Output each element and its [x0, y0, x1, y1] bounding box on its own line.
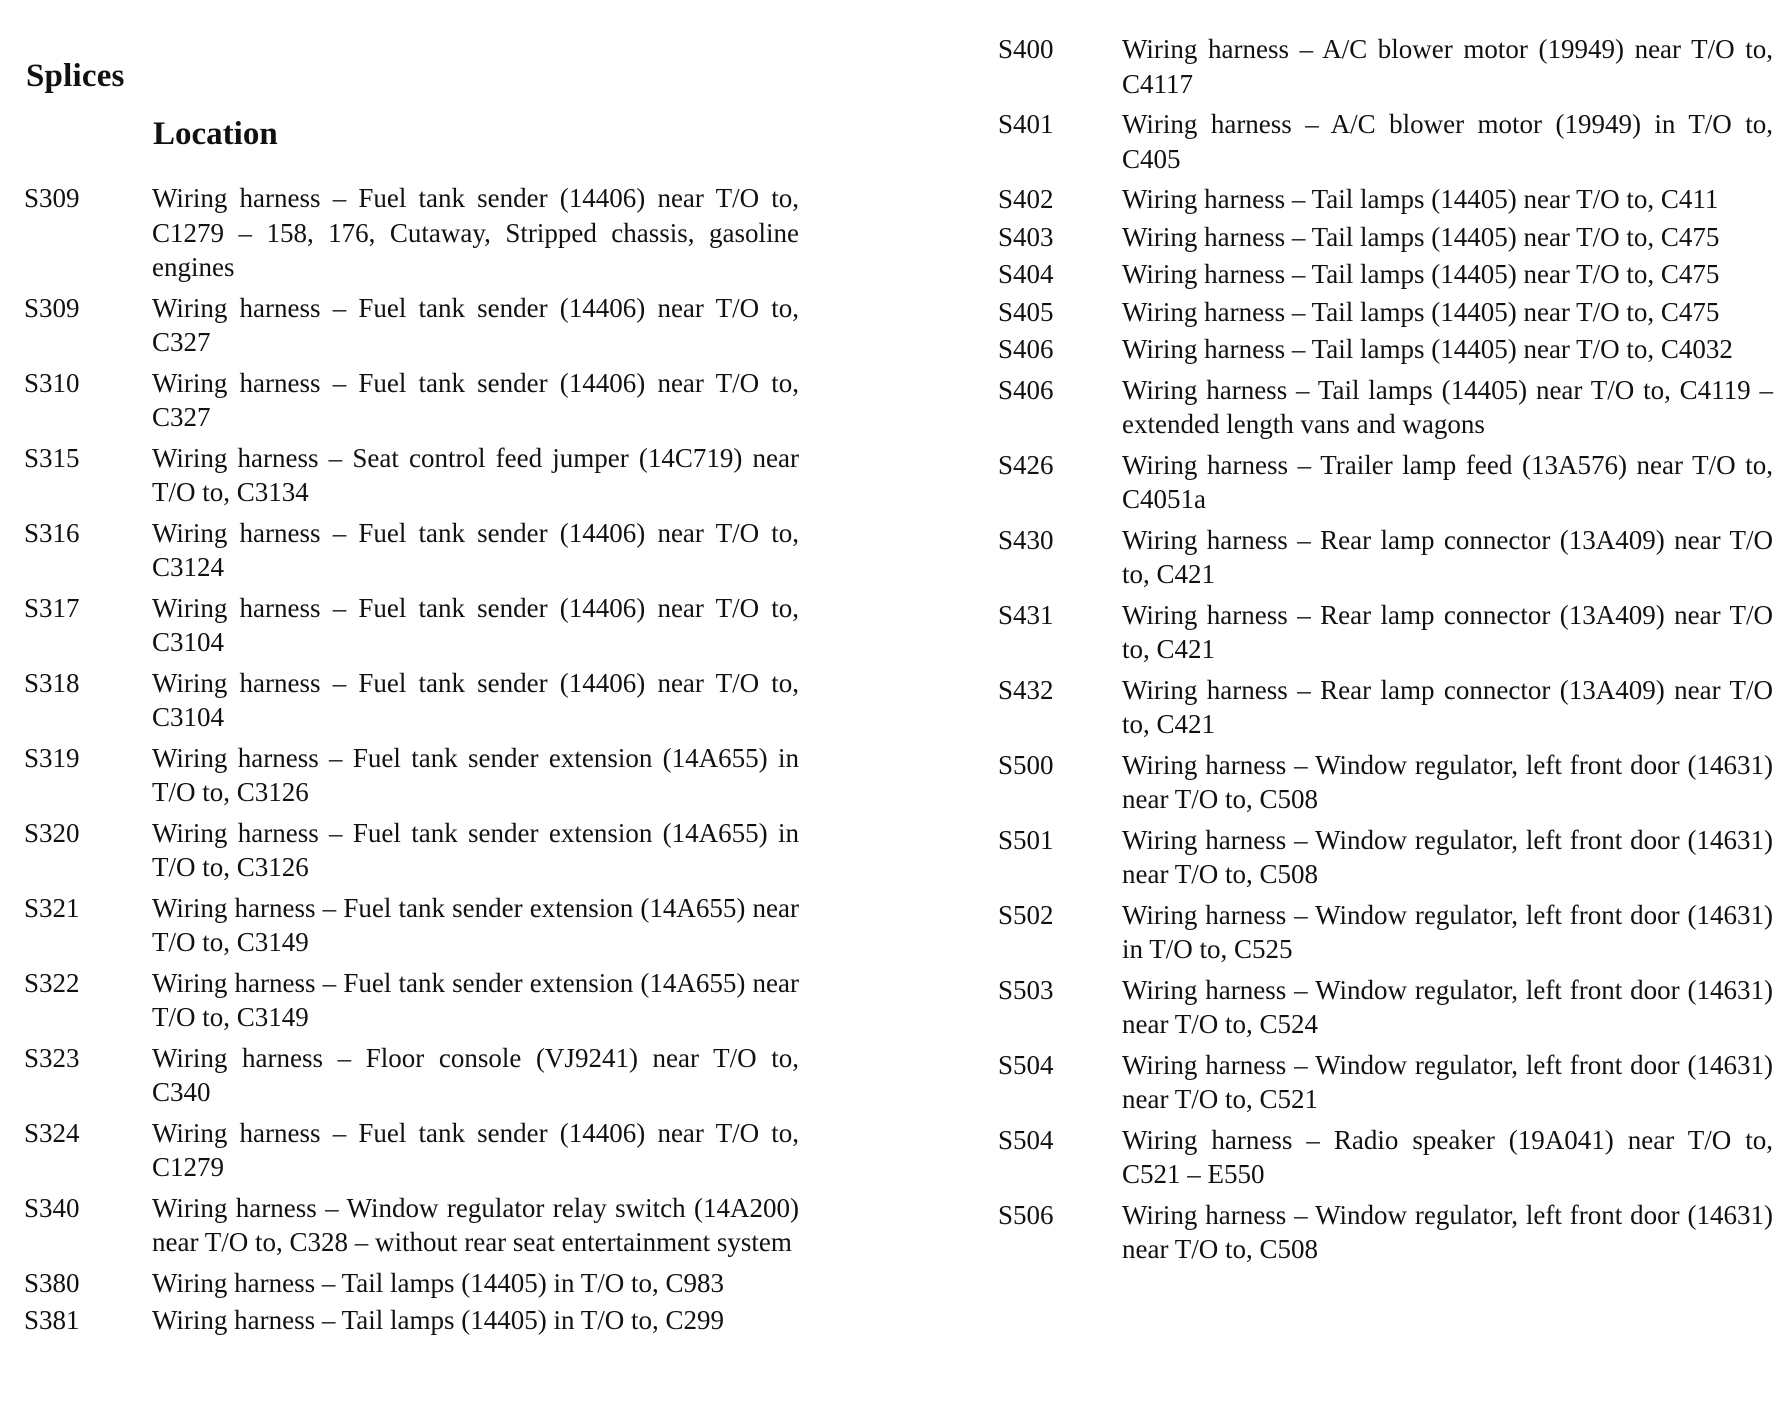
splice-entry — [24, 181, 799, 285]
splice-location: Wiring harness – Fuel tank sender (14406) near T/O to, C1279 — [152, 1117, 799, 1182]
splice-location: Wiring harness – Floor console (VJ9241) near T/O to, C340 — [152, 1042, 799, 1107]
splice-entry — [24, 291, 799, 360]
splice-entry — [24, 891, 799, 960]
splice-location: Wiring harness – Seat control feed jumper (14C719) near T/O to, C3134 — [152, 442, 799, 507]
splice-entry — [998, 32, 1773, 101]
splice-location: Wiring harness – Tail lamps (14405) near T/O to, C411 — [1122, 184, 1719, 214]
splice-location: Wiring harness – Tail lamps (14405) in T/O to, C983 — [152, 1267, 724, 1298]
splice-entry — [998, 1198, 1773, 1267]
splice-code: S506 — [998, 1199, 1054, 1230]
splice-entry — [998, 973, 1773, 1042]
splice-code: S324 — [24, 1117, 80, 1148]
splice-code: S322 — [24, 967, 80, 998]
splice-location: Wiring harness – Fuel tank sender (14406) near T/O to, C1279 – 158, 176, Cutaway, Stripped chassis, gasoline engines — [152, 183, 799, 282]
splice-entry — [998, 673, 1773, 742]
splice-code: S309 — [24, 183, 80, 213]
splice-code: S430 — [998, 524, 1054, 555]
splice-code: S403 — [998, 221, 1054, 252]
splice-entry — [998, 523, 1773, 592]
splice-code: S401 — [998, 109, 1054, 139]
splice-code: S431 — [998, 599, 1054, 630]
splice-entry — [998, 1048, 1773, 1117]
page-title: Splices — [26, 58, 125, 94]
splice-code: S504 — [998, 1049, 1054, 1080]
splice-code: S316 — [24, 517, 80, 548]
splice-code: S500 — [998, 749, 1054, 780]
splice-code: S426 — [998, 449, 1054, 480]
splice-code: S406 — [998, 374, 1054, 405]
splice-code: S503 — [998, 974, 1054, 1005]
splice-entry — [998, 257, 1773, 292]
splice-code: S501 — [998, 824, 1054, 855]
splice-code: S317 — [24, 592, 80, 623]
location-column-header: Location — [153, 116, 278, 152]
splice-code: S309 — [24, 292, 80, 323]
splice-location: Wiring harness – Tail lamps (14405) near T/O to, C475 — [1122, 296, 1720, 327]
splice-location: Wiring harness – Rear lamp connector (13A409) near T/O to, C421 — [1122, 674, 1773, 739]
splice-entry — [24, 1041, 799, 1110]
splice-location: Wiring harness – A/C blower motor (19949) near T/O to, C4117 — [1122, 34, 1773, 99]
splice-entry — [24, 1191, 799, 1260]
splice-location: Wiring harness – Tail lamps (14405) near T/O to, C4119 – extended length vans and wagons — [1122, 374, 1773, 439]
splice-location: Wiring harness – Fuel tank sender (14406) near T/O to, C327 — [152, 292, 799, 357]
splice-entry — [24, 516, 799, 585]
splice-entry — [24, 1116, 799, 1185]
splice-location: Wiring harness – Tail lamps (14405) in T/O to, C299 — [152, 1305, 724, 1335]
splice-entry — [24, 366, 799, 435]
splice-location: Wiring harness – Fuel tank sender (14406) near T/O to, C3104 — [152, 592, 799, 657]
splice-entry — [998, 332, 1773, 367]
splice-entry — [24, 741, 799, 810]
splice-entry — [24, 591, 799, 660]
splice-code: S319 — [24, 742, 80, 773]
splice-entry — [24, 966, 799, 1035]
splice-location: Wiring harness – Tail lamps (14405) near T/O to, C475 — [1122, 221, 1720, 252]
splice-code: S432 — [998, 674, 1054, 705]
splice-code: S315 — [24, 442, 80, 473]
splice-entry — [998, 220, 1773, 255]
splice-location: Wiring harness – A/C blower motor (19949) in T/O to, C405 — [1122, 109, 1773, 174]
splice-location: Wiring harness – Trailer lamp feed (13A576) near T/O to, C4051a — [1122, 449, 1773, 514]
splice-entry — [24, 441, 799, 510]
splice-entry — [998, 448, 1773, 517]
splice-location: Wiring harness – Fuel tank sender extension (14A655) in T/O to, C3126 — [152, 817, 799, 882]
splice-location: Wiring harness – Rear lamp connector (13A409) near T/O to, C421 — [1122, 599, 1773, 664]
splice-code: S310 — [24, 367, 80, 398]
splice-code: S323 — [24, 1042, 80, 1073]
splice-entry — [998, 598, 1773, 667]
splice-code: S406 — [998, 334, 1054, 364]
splice-entry — [24, 666, 799, 735]
splice-location: Wiring harness – Window regulator, left front door (14631) near T/O to, C508 — [1122, 1199, 1773, 1264]
splice-entry — [998, 295, 1773, 330]
splice-entry — [24, 1303, 799, 1338]
splice-code: S321 — [24, 892, 80, 923]
splice-entry — [998, 107, 1773, 176]
splice-location: Wiring harness – Rear lamp connector (13A409) near T/O to, C421 — [1122, 524, 1773, 589]
splice-entry — [998, 823, 1773, 892]
splice-entry — [24, 1266, 799, 1301]
splice-code: S380 — [24, 1267, 80, 1298]
splice-location: Wiring harness – Window regulator, left front door (14631) near T/O to, C508 — [1122, 749, 1773, 814]
splice-code: S502 — [998, 899, 1054, 930]
splice-location: Wiring harness – Fuel tank sender (14406) near T/O to, C3124 — [152, 517, 799, 582]
splice-location: Wiring harness – Fuel tank sender extension (14A655) in T/O to, C3126 — [152, 742, 799, 807]
splice-location: Wiring harness – Fuel tank sender extension (14A655) near T/O to, C3149 — [152, 892, 799, 957]
splice-code: S340 — [24, 1192, 80, 1223]
splice-location: Wiring harness – Window regulator relay switch (14A200) near T/O to, C328 – without rear seat entertainment system — [152, 1192, 799, 1257]
splice-code: S504 — [998, 1124, 1054, 1155]
splice-entry — [998, 373, 1773, 442]
splice-code: S404 — [998, 259, 1054, 289]
left-splice-column — [24, 181, 799, 1344]
splice-code: S318 — [24, 667, 80, 698]
splice-code: S381 — [24, 1305, 80, 1335]
splice-code: S320 — [24, 817, 80, 848]
splice-entry — [998, 748, 1773, 817]
splice-code: S405 — [998, 296, 1054, 327]
splice-entry — [998, 1123, 1773, 1192]
splice-location: Wiring harness – Fuel tank sender (14406) near T/O to, C3104 — [152, 667, 799, 732]
splice-location: Wiring harness – Tail lamps (14405) near T/O to, C4032 — [1122, 334, 1733, 364]
splice-location: Wiring harness – Fuel tank sender (14406) near T/O to, C327 — [152, 367, 799, 432]
right-splice-column — [998, 32, 1773, 1273]
splice-code: S400 — [998, 34, 1054, 64]
splice-entry — [24, 816, 799, 885]
splice-location: Wiring harness – Tail lamps (14405) near T/O to, C475 — [1122, 259, 1720, 289]
splice-location: Wiring harness – Window regulator, left front door (14631) near T/O to, C508 — [1122, 824, 1773, 889]
splice-location: Wiring harness – Fuel tank sender extension (14A655) near T/O to, C3149 — [152, 967, 799, 1032]
splice-entry — [998, 182, 1773, 217]
splice-location: Wiring harness – Window regulator, left front door (14631) near T/O to, C521 — [1122, 1049, 1773, 1114]
splice-entry — [998, 898, 1773, 967]
splice-location: Wiring harness – Window regulator, left front door (14631) in T/O to, C525 — [1122, 899, 1773, 964]
splice-code: S402 — [998, 184, 1054, 214]
splice-location: Wiring harness – Window regulator, left front door (14631) near T/O to, C524 — [1122, 974, 1773, 1039]
splice-location: Wiring harness – Radio speaker (19A041) near T/O to, C521 – E550 — [1122, 1124, 1773, 1189]
